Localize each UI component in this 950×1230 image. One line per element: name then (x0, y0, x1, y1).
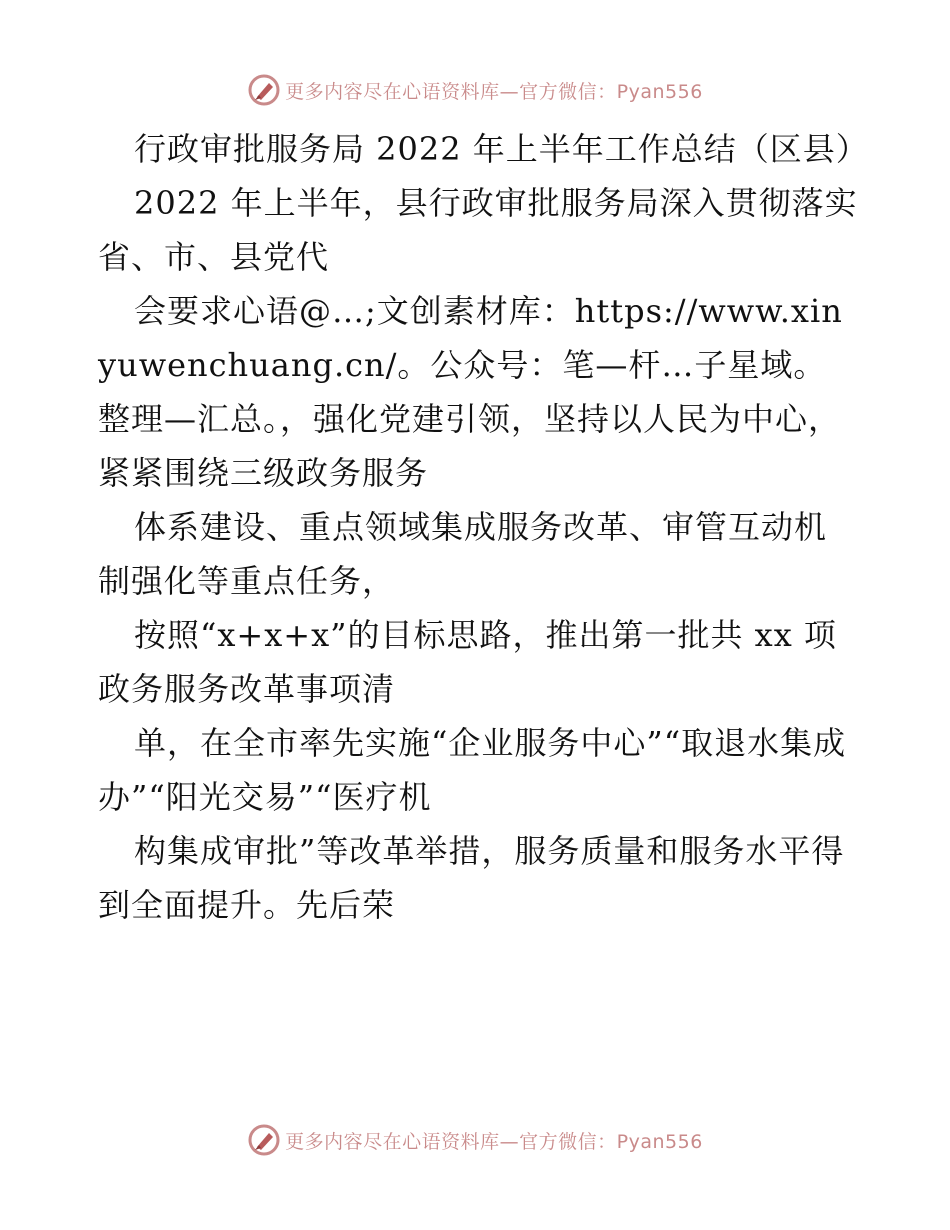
pen-nib-logo-icon (247, 1123, 281, 1157)
paragraph: 2022 年上半年，县行政审批服务局深入贯彻落实省、市、县党代 (98, 184, 858, 276)
paragraph: 按照“x+x+x”的目标思路，推出第一批共 xx 项政务服务改革事项清 (98, 616, 837, 708)
paragraph: 构集成审批”等改革举措，服务质量和服务水平得到全面提升。先后荣 (98, 832, 845, 924)
paragraph: 体系建设、重点领域集成服务改革、审管互动机制强化等重点任务， (98, 508, 828, 600)
paragraph: 单，在全市率先实施“企业服务中心”“取退水集成办”“阳光交易”“医疗机 (98, 724, 847, 816)
header-watermark-banner (0, 70, 950, 110)
watermark-text: 更多内容尽在心语资料库—官方微信：Pyan556 (285, 1130, 703, 1153)
watermark-text: 更多内容尽在心语资料库—官方微信：Pyan556 (285, 80, 703, 103)
paragraph: 会要求心语@…;文创素材库：https://www.xinyuwenchuang.cn/。公众号：笔—杆…子星域。整理—汇总。，强化党建引领，坚持以人民为中心，紧紧围绕三级政务服务 (98, 292, 843, 492)
pen-nib-logo-icon (247, 73, 281, 107)
footer-watermark-banner (0, 1120, 950, 1160)
document-body (98, 122, 869, 932)
document-title: 行政审批服务局 2022 年上半年工作总结（区县） (134, 130, 869, 168)
